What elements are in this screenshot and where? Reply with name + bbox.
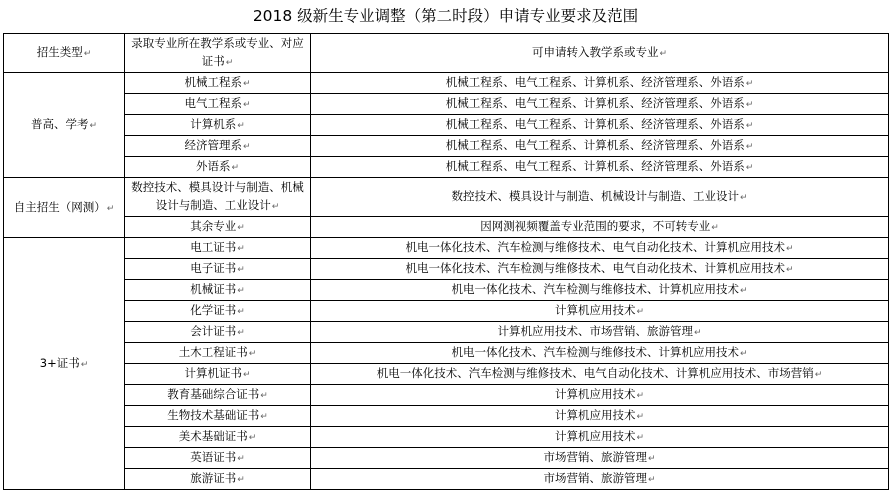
paragraph-mark: ↵ [242, 370, 251, 380]
paragraph-mark: ↵ [636, 433, 645, 443]
target-cell [311, 115, 889, 136]
source-cell [125, 343, 311, 364]
paragraph-mark: ↵ [636, 391, 645, 401]
paragraph-mark: ↵ [83, 49, 92, 59]
source-label: 化学证书 [190, 303, 237, 317]
source-cell [125, 259, 311, 280]
category-label: 3+证书 [39, 355, 80, 370]
category-cell [4, 178, 125, 238]
table-row [4, 364, 889, 385]
source-cell [125, 427, 311, 448]
source-cell [125, 217, 311, 238]
paragraph-mark: ↵ [237, 307, 245, 317]
paragraph-mark: ↵ [237, 475, 245, 485]
source-label: 生物技术基础证书 [167, 408, 260, 422]
target-cell [311, 94, 889, 115]
source-label: 计算机系 [190, 117, 237, 131]
source-cell [125, 301, 311, 322]
target-cell [311, 73, 889, 94]
source-cell [125, 322, 311, 343]
paragraph-mark: ↵ [237, 244, 245, 254]
source-label: 其余专业 [190, 219, 237, 233]
target-cell [311, 238, 889, 259]
table-row [4, 178, 889, 217]
table-row [4, 136, 889, 157]
paragraph-mark: ↵ [237, 328, 245, 338]
target-cell [311, 178, 889, 217]
target-cell [311, 385, 889, 406]
table-row [4, 94, 889, 115]
target-label: 机械工程系、电气工程系、计算机系、经济管理系、外语系 [445, 75, 745, 89]
source-label: 旅游证书 [190, 471, 237, 485]
target-label: 机电一体化技术、汽车检测与维修技术、计算机应用技术 [451, 282, 739, 296]
paragraph-mark: ↵ [248, 433, 257, 443]
source-label: 外语系 [195, 159, 231, 173]
category-label: 普高、学考 [30, 117, 89, 131]
category-cell [4, 238, 125, 490]
target-label: 机械工程系、电气工程系、计算机系、经济管理系、外语系 [445, 159, 745, 173]
paragraph-mark: ↵ [242, 142, 251, 152]
paragraph-mark: ↵ [785, 244, 794, 254]
target-label: 计算机应用技术 [554, 408, 636, 422]
target-cell [311, 448, 889, 469]
source-cell [125, 157, 311, 178]
table-row [4, 427, 889, 448]
target-cell [311, 157, 889, 178]
target-label: 计算机应用技术 [554, 303, 636, 317]
source-cell [125, 385, 311, 406]
target-cell [311, 136, 889, 157]
target-cell [311, 343, 889, 364]
target-label: 计算机应用技术、市场营销、旅游管理 [497, 324, 693, 338]
paragraph-mark: ↵ [248, 349, 257, 359]
paragraph-mark: ↵ [242, 100, 251, 110]
table-row [4, 259, 889, 280]
paragraph-mark: ↵ [237, 265, 245, 275]
source-label: 美术基础证书 [178, 429, 248, 443]
paragraph-mark: ↵ [260, 391, 268, 401]
source-cell [125, 238, 311, 259]
table-row [4, 448, 889, 469]
table-row [4, 157, 889, 178]
source-cell [125, 178, 311, 217]
target-cell [311, 301, 889, 322]
paragraph-mark: ↵ [242, 79, 251, 89]
source-cell [125, 406, 311, 427]
source-label: 电气工程系 [184, 96, 242, 110]
source-label: 教育基础综合证书 [167, 387, 260, 401]
table-row [4, 238, 889, 259]
paragraph-mark: ↵ [739, 193, 748, 203]
target-label: 数控技术、模具设计与制造、机械设计与制造、工业设计 [451, 189, 739, 203]
paragraph-mark: ↵ [785, 265, 794, 275]
target-label: 计算机应用技术 [554, 429, 636, 443]
paragraph-mark: ↵ [271, 202, 280, 212]
source-label: 会计证书 [190, 324, 237, 338]
paragraph-mark: ↵ [693, 328, 702, 338]
paragraph-mark: ↵ [745, 121, 754, 131]
header-source: 录取专业所在教学系或专业、对应证书 [131, 36, 304, 68]
paragraph-mark: ↵ [231, 163, 240, 173]
paragraph-mark: ↵ [106, 203, 115, 214]
header-row [4, 34, 889, 73]
header-source-cell [125, 34, 311, 73]
table-row [4, 301, 889, 322]
table-row [4, 322, 889, 343]
header-category: 招生类型 [36, 45, 83, 59]
paragraph-mark: ↵ [647, 454, 656, 464]
paragraph-mark: ↵ [739, 349, 748, 359]
paragraph-mark: ↵ [814, 370, 823, 380]
paragraph-mark: ↵ [237, 286, 245, 296]
target-label: 机电一体化技术、汽车检测与维修技术、电气自动化技术、计算机应用技术 [405, 261, 785, 275]
table-row [4, 217, 889, 238]
paragraph-mark: ↵ [237, 223, 245, 233]
paragraph-mark: ↵ [739, 286, 748, 296]
target-label: 机械工程系、电气工程系、计算机系、经济管理系、外语系 [445, 117, 745, 131]
paragraph-mark: ↵ [89, 121, 98, 131]
source-cell [125, 94, 311, 115]
target-label: 因网测视频覆盖专业范围的要求，不可转专业 [480, 219, 711, 233]
source-cell [125, 136, 311, 157]
target-cell [311, 469, 889, 490]
target-label: 机械工程系、电气工程系、计算机系、经济管理系、外语系 [445, 96, 745, 110]
target-label: 机电一体化技术、汽车检测与维修技术、电气自动化技术、计算机应用技术 [405, 240, 785, 254]
source-cell [125, 448, 311, 469]
target-cell [311, 280, 889, 301]
paragraph-mark: ↵ [636, 412, 645, 422]
paragraph-mark: ↵ [647, 475, 656, 485]
target-cell [311, 427, 889, 448]
category-cell [4, 73, 125, 178]
source-label: 电子证书 [190, 261, 237, 275]
source-cell [125, 73, 311, 94]
header-target-cell [311, 34, 889, 73]
paragraph-mark: ↵ [260, 412, 268, 422]
source-cell [125, 469, 311, 490]
table-row [4, 73, 889, 94]
source-label: 机械工程系 [184, 75, 242, 89]
source-cell [125, 364, 311, 385]
table-row [4, 115, 889, 136]
target-label: 市场营销、旅游管理 [543, 450, 647, 464]
source-label: 数控技术、模具设计与制造、机械设计与制造、工业设计 [131, 180, 304, 212]
paragraph-mark: ↵ [659, 49, 668, 59]
paragraph-mark: ↵ [237, 454, 245, 464]
paragraph-mark: ↵ [745, 79, 754, 89]
target-cell [311, 364, 889, 385]
paragraph-mark: ↵ [636, 307, 645, 317]
source-label: 机械证书 [190, 282, 237, 296]
table-row [4, 385, 889, 406]
table-row [4, 406, 889, 427]
paragraph-mark: ↵ [745, 142, 754, 152]
paragraph-mark: ↵ [80, 359, 89, 370]
target-cell [311, 259, 889, 280]
target-cell [311, 322, 889, 343]
table-row [4, 469, 889, 490]
table-row [4, 280, 889, 301]
target-label: 机械工程系、电气工程系、计算机系、经济管理系、外语系 [445, 138, 745, 152]
source-cell [125, 280, 311, 301]
paragraph-mark: ↵ [711, 223, 719, 233]
source-label: 电工证书 [190, 240, 237, 254]
category-label: 自主招生（网测） [13, 199, 106, 214]
header-target: 可申请转入教学系或专业 [531, 45, 659, 59]
target-label: 计算机应用技术 [554, 387, 636, 401]
target-label: 机电一体化技术、汽车检测与维修技术、计算机应用技术 [451, 345, 739, 359]
paragraph-mark: ↵ [745, 163, 754, 173]
paragraph-mark: ↵ [237, 121, 245, 131]
table-row [4, 343, 889, 364]
source-label: 计算机证书 [184, 366, 242, 380]
paragraph-mark: ↵ [745, 100, 754, 110]
target-cell [311, 406, 889, 427]
target-label: 市场营销、旅游管理 [543, 471, 647, 485]
source-label: 英语证书 [190, 450, 237, 464]
requirements-table [3, 33, 889, 490]
target-cell [311, 217, 889, 238]
header-category-cell [4, 34, 125, 73]
paragraph-mark: ↵ [225, 58, 234, 68]
source-cell [125, 115, 311, 136]
document-title: 2018 级新生专业调整（第二时段）申请专业要求及范围 [252, 7, 639, 25]
source-label: 土木工程证书 [178, 345, 248, 359]
target-label: 机电一体化技术、汽车检测与维修技术、电气自动化技术、计算机应用技术、市场营销 [376, 366, 814, 380]
source-label: 经济管理系 [184, 138, 242, 152]
